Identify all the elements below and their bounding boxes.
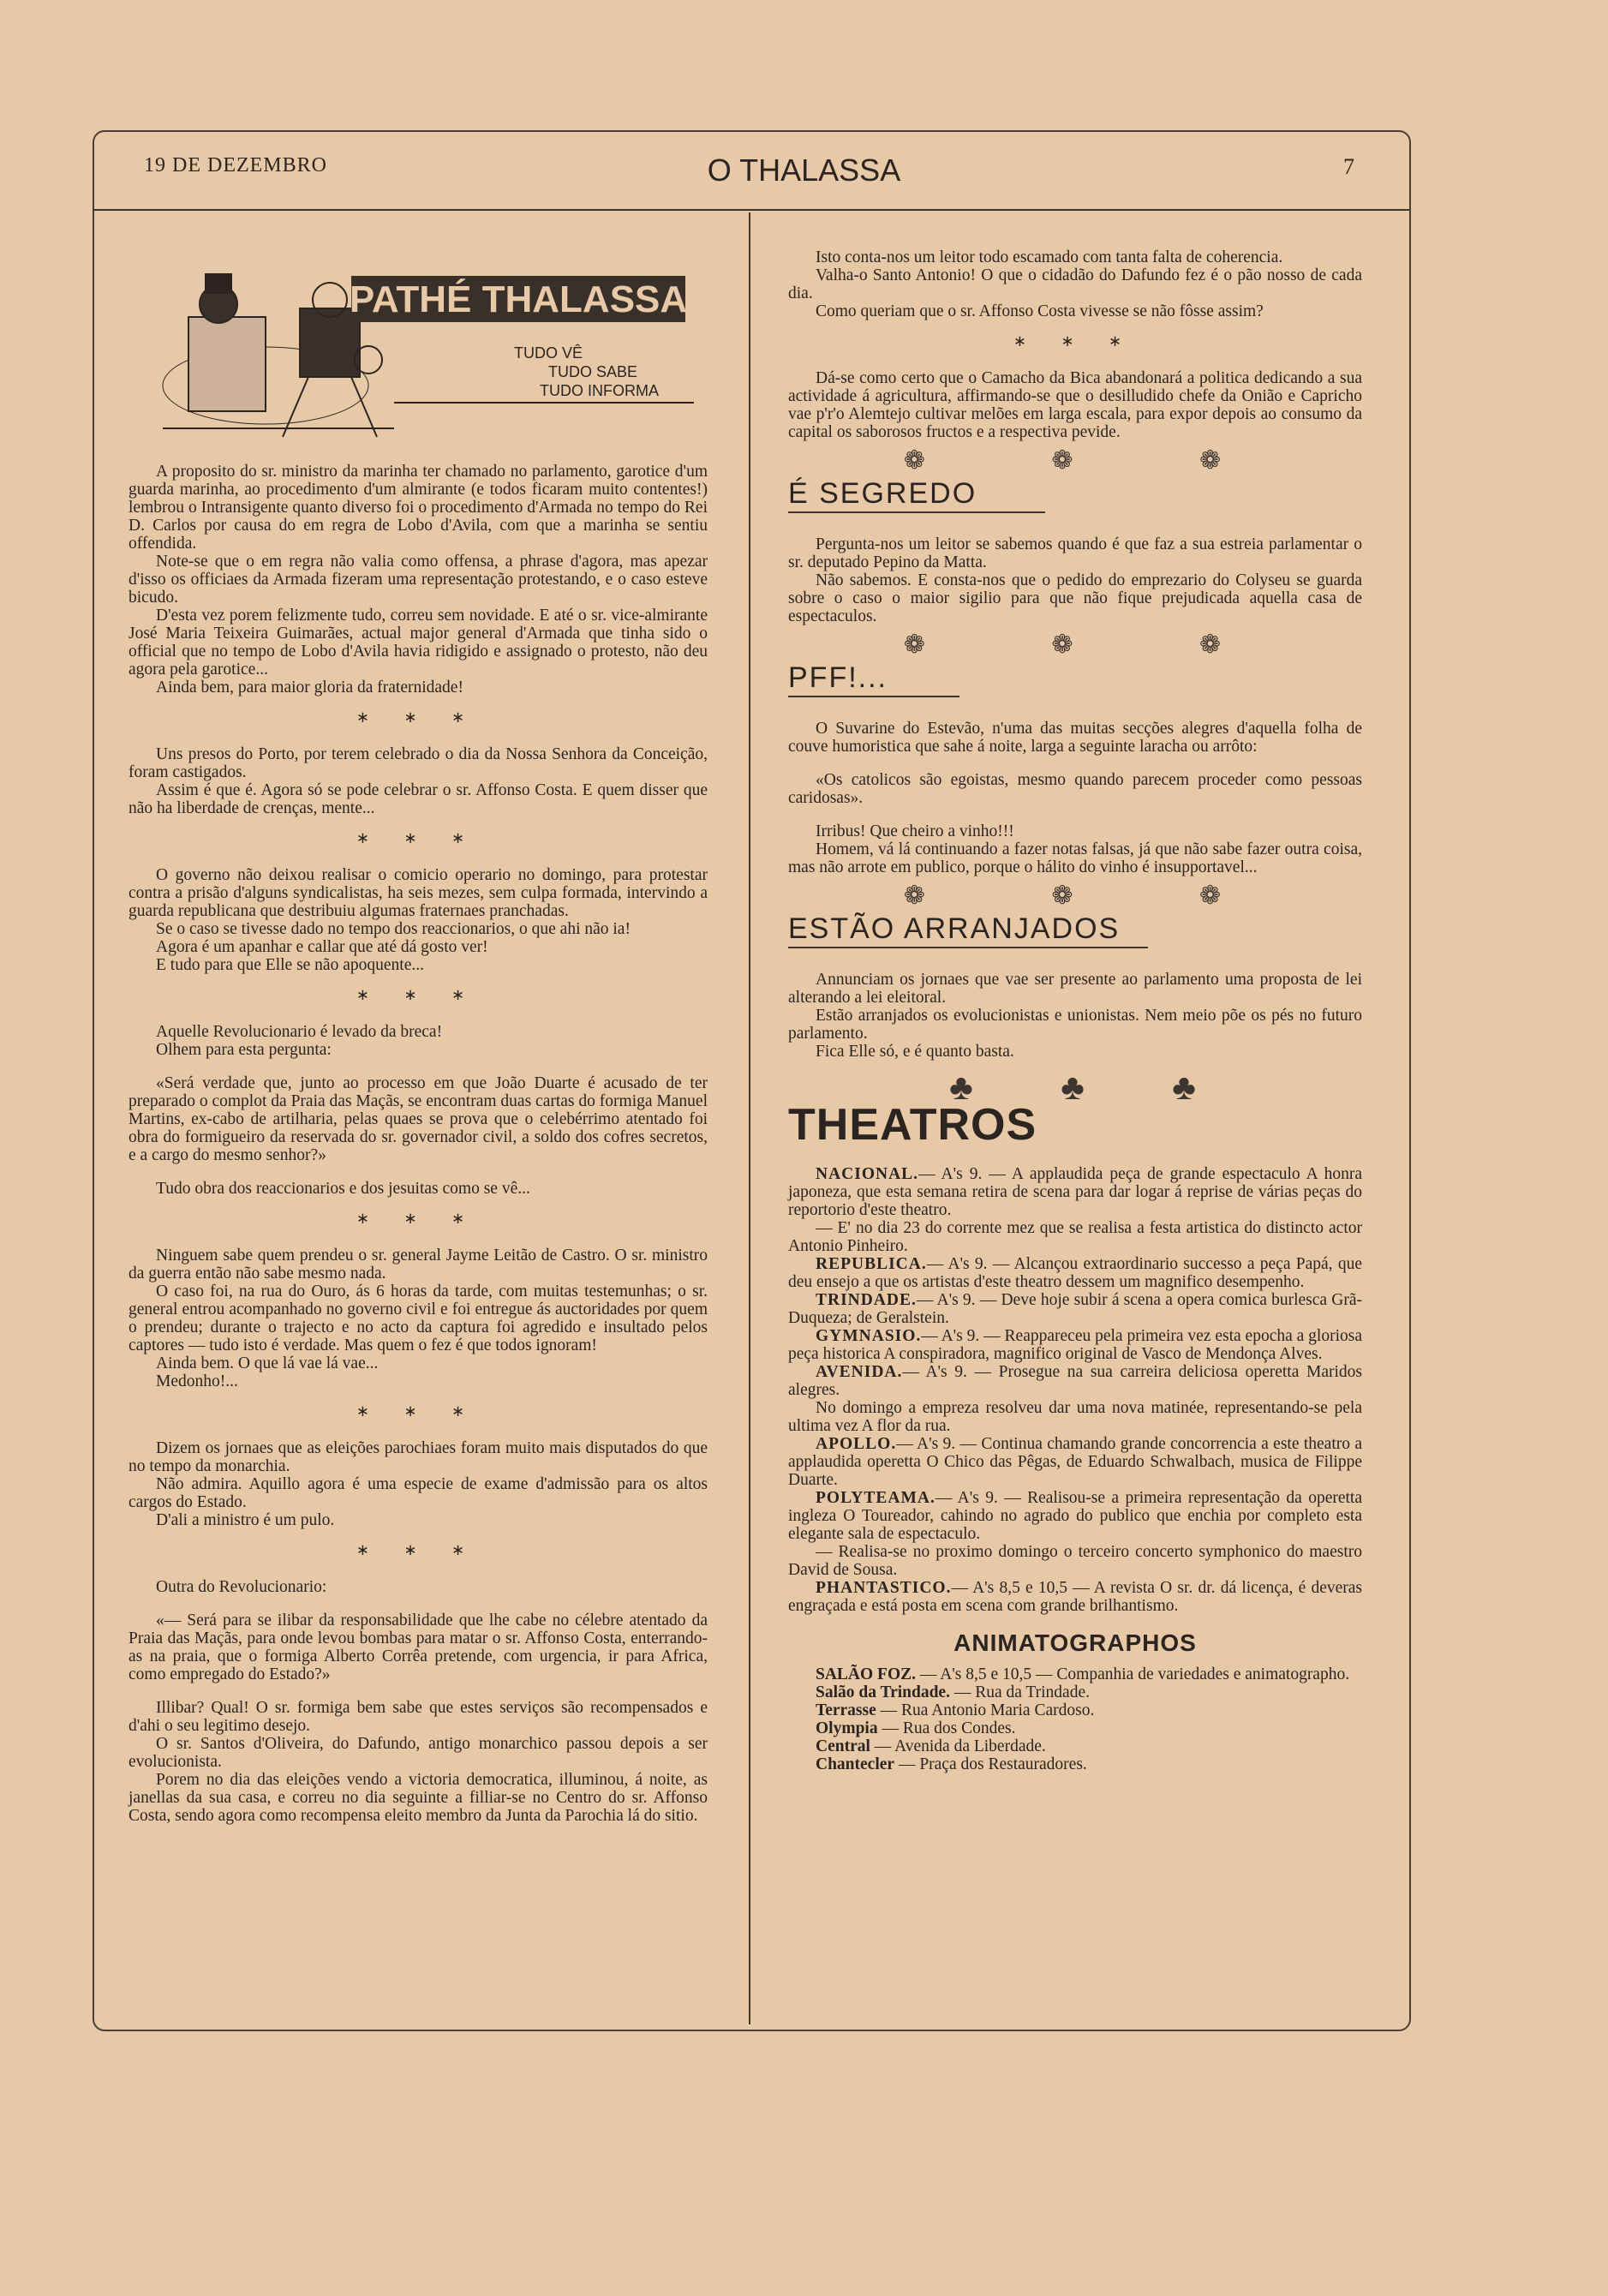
theatre-entry: NACIONAL.— A's 9. — A applaudida peça de grande espectaculo A honra japoneza, que esta semana retira de scena para dar logar á reprise de várias peças do reportorio d'este theatro. (788, 1165, 1362, 1219)
section-heading-pff: PFF!... (788, 669, 959, 697)
pathe-thalassa-banner (137, 257, 702, 445)
separator-asterisks: ∗ ∗ ∗ (1013, 332, 1138, 350)
paragraph: Aquelle Revolucionario é levado da breca! (156, 1023, 443, 1041)
theatre-entry: APOLLO.— A's 9. — Continua chamando grande concorrencia a este theatro a applaudida operetta O Chico das Pêgas, de Eduardo Schwalbach, musica de Filippe Duarte. (788, 1435, 1362, 1489)
banner-title: PATHÉ THALASSA (349, 278, 688, 320)
theatre-entry: PHANTASTICO.— A's 8,5 e 10,5 — A revista O sr. dr. dá licença, é deveras engraçada e está posta em scena com grande brilhantismo. (788, 1579, 1362, 1615)
separator-asterisks: ∗ ∗ ∗ (356, 1541, 481, 1558)
theatre-entry: No domingo a empreza resolveu dar uma nova matinée, representando-se pela ultima vez A flor da rua. (788, 1399, 1362, 1435)
paragraph: Estão arranjados os evolucionistas e unionistas. Nem meio põe os pés no futuro parlamento. (788, 1007, 1362, 1043)
paragraph: Irribus! Que cheiro a vinho!!! (816, 822, 1014, 840)
paragraph: Tudo obra dos reaccionarios e dos jesuitas como se vê... (156, 1180, 530, 1198)
cinema-name: Terrasse (816, 1701, 876, 1719)
paragraph: Pergunta-nos um leitor se sabemos quando é que faz a sua estreia parlamentar o sr. deputado Pepino da Matta. (788, 535, 1362, 571)
paragraph: Ainda bem. O que lá vae lá vae... (156, 1354, 379, 1372)
separator-asterisks: ∗ ∗ ∗ (356, 1210, 481, 1227)
theatre-name: REPUBLICA. (816, 1255, 927, 1273)
banner-line3: TUDO INFORMA (540, 382, 659, 399)
cinema-name: SALÃO FOZ. (816, 1665, 917, 1683)
banner-line1: TUDO VÊ (514, 344, 583, 362)
paragraph: Ninguem sabe quem prendeu o sr. general Jayme Leitão de Castro. O sr. ministro da guerra então não sabe mesmo nada. (129, 1247, 708, 1283)
left-column (129, 463, 708, 1825)
paragraph: Illibar? Qual! O sr. formiga bem sabe que estes serviços são recompensados e d'ahi o seu legitimo desejo. (129, 1699, 708, 1735)
paragraph: Não sabemos. E consta-nos que o pedido do emprezario do Colyseu se guarda sobre o caso o maior sigilio para que não fique prejudicada aquella casa de espectaculos. (788, 571, 1362, 625)
theatre-listings (788, 1165, 1362, 1615)
section-heading-animatographos: ANIMATOGRAPHOS (953, 1629, 1197, 1656)
paragraph: Assim é que é. Agora só se pode celebrar o sr. Affonso Costa. E quem disser que não ha liberdade de crenças, mente... (129, 781, 708, 817)
right-column (788, 248, 1362, 1773)
theatre-entry: REPUBLICA.— A's 9. — Alcançou extraordinario successo a peça Papá, que deu ensejo a que os artistas d'este theatro dessem um magnifico desempenho. (788, 1255, 1362, 1291)
paragraph: O governo não deixou realisar o comicio operario no domingo, para protestar contra a prisão d'alguns syndicalistas, ha seis mezes, sem culpa formada, intervindo a guarda republicana que destribuiu algumas fraternaes pranchadas. (129, 866, 708, 920)
theatre-entry: POLYTEAMA.— A's 9. — Realisou-se a primeira representação da operetta ingleza O Toureador, cahindo no agrado do publico que enchia por completo esta elegante sala de espectaculo. (788, 1489, 1362, 1543)
paragraph: Não admira. Aquillo agora é uma especie de exame d'admissão para os altos cargos do Estado. (129, 1475, 708, 1511)
cinema-name: Olympia (816, 1719, 878, 1737)
clubs-ornament: ♣ ♣ ♣ (949, 1068, 1235, 1108)
paragraph: Medonho!... (156, 1372, 238, 1390)
paragraph: Dizem os jornaes que as eleições parochiaes foram muito mais disputados do que no tempo da monarchia. (129, 1439, 708, 1475)
separator-asterisks: ∗ ∗ ∗ (356, 1402, 481, 1420)
banner-line2: TUDO SABE (548, 363, 638, 380)
paragraph: «Os catolicos são egoistas, mesmo quando parecem proceder como pessoas caridosas». (788, 771, 1362, 807)
section-heading-theatros: THEATROS (788, 1100, 1037, 1150)
separator-asterisks: ∗ ∗ ∗ (356, 829, 481, 846)
header-date: 19 DE DEZEMBRO (144, 154, 327, 176)
theatre-name: AVENIDA. (816, 1363, 903, 1381)
cinema-entry: Olympia — Rua dos Condes. (816, 1719, 1016, 1737)
paragraph: Isto conta-nos um leitor todo escamado com tanta falta de coherencia. (816, 248, 1283, 266)
paragraph: O Suvarine do Estevão, n'uma das muitas secções alegres d'aquella folha de couve humoristica que sahe á noite, larga a seguinte laracha ou arrôto: (788, 720, 1362, 756)
theatre-name: POLYTEAMA. (816, 1489, 936, 1507)
paragraph: Como queriam que o sr. Affonso Costa vivesse se não fôsse assim? (816, 302, 1264, 320)
cinema-name: Chantecler (816, 1755, 895, 1773)
flower-ornament: ❁ ❁ ❁ (903, 631, 1282, 659)
flower-ornament: ❁ ❁ ❁ (903, 446, 1282, 475)
paragraph: Olhem para esta pergunta: (156, 1041, 332, 1059)
cinema-listings (788, 1665, 1362, 1773)
theatre-entry: AVENIDA.— A's 9. — Prosegue na sua carreira deliciosa operetta Maridos alegres. (788, 1363, 1362, 1399)
paragraph: Dá-se como certo que o Camacho da Bica abandonará a politica dedicando a sua actividade á agricultura, affirmando-se que o desilludido chefe da Onião e Capricho vae p'r'o Alemtejo cultivar melões em larga escala, para expor depois ao consumo da capital os saborosos fructos e a respectiva pevide. (788, 369, 1362, 441)
flower-ornament: ❁ ❁ ❁ (903, 882, 1282, 910)
paragraph: Uns presos do Porto, por terem celebrado o dia da Nossa Senhora da Conceição, foram castigados. (129, 745, 708, 781)
paragraph: Note-se que o em regra não valia como offensa, a phrase d'agora, mas apezar d'isso os officiaes da Armada fizeram uma representação protestando, e o caso esteve bicudo. (129, 553, 708, 607)
paragraph: O caso foi, na rua do Ouro, ás 6 horas da tarde, com muitas testemunhas; o sr. general entrou acompanhado no governo civil e foi entregue ás auctoridades por quem o prendeu; durante o trajecto e no acto da captura foi agredido e insultado pelos captores — tudo isto é verdade. Mas quem o fez é que todos ignoram! (129, 1283, 708, 1354)
theatre-entry: — Realisa-se no proximo domingo o terceiro concerto symphonico do maestro David de Sousa. (788, 1543, 1362, 1579)
column-rule (749, 212, 750, 2024)
paragraph: Porem no dia das eleições vendo a victoria democratica, illuminou, á noite, as janellas da sua casa, e correu no dia seguinte a filliar-se no Centro do sr. Affonso Costa, sendo agora como recompensa eleito membro da Junta da Parochia lá do sitio. (129, 1771, 708, 1825)
paragraph: Annunciam os jornaes que vae ser presente ao parlamento uma proposta de lei alterando a lei eleitoral. (788, 971, 1362, 1007)
quote-paragraph: «— Será para se ilibar da responsabilidade que lhe cabe no célebre atentado da Praia das Maçãs, para onde levou bombas para matar o sr. Affonso Costa, enterrando-as na praia, que o formiga Alberto Corrêa pretende, com urgencia, ir para Africa, como empregado do Estado?» (129, 1611, 708, 1683)
header-title: O THALASSA (707, 152, 901, 188)
cinema-entry: Terrasse — Rua Antonio Maria Cardoso. (816, 1701, 1095, 1719)
theatre-name: TRINDADE. (816, 1291, 917, 1309)
paragraph: D'esta vez porem felizmente tudo, correu sem novidade. E até o sr. vice-almirante José Maria Teixeira Guimarães, actual major general d'Armada que tinha sido o official que no tempo de Lobo d'Avila havia ridigido e assignado o protesto, não deu agora pela garotice... (129, 607, 708, 679)
theatre-entry: — E' no dia 23 do corrente mez que se realisa a festa artistica do distincto actor Antonio Pinheiro. (788, 1219, 1362, 1255)
section-heading-e-segredo: É SEGREDO (788, 485, 1045, 513)
paragraph: Se o caso se tivesse dado no tempo dos reaccionarios, o que ahi não ia! (156, 920, 631, 938)
theatre-entry: GYMNASIO.— A's 9. — Reappareceu pela primeira vez esta epocha a gloriosa peça historica A conspiradora, magnifico original de Vasco de Mendonça Alves. (788, 1327, 1362, 1363)
cinema-entry: Chantecler — Praça dos Restauradores. (816, 1755, 1087, 1773)
separator-asterisks: ∗ ∗ ∗ (356, 709, 481, 726)
header-page-number: 7 (1343, 154, 1354, 179)
paragraph: A proposito do sr. ministro da marinha ter chamado no parlamento, garotice d'um guarda marinha, ao procedimento d'um almirante (e todos ficaram muito contentes!) lembrou o Intransigente quanto diverso foi o procedimento d'Armada no tempo do Rei D. Carlos por causa do em regra de Lobo d'Avila, com que a marinha se sentiu offendida. (129, 463, 708, 553)
cinema-entry: SALÃO FOZ. — A's 8,5 e 10,5 — Companhia de variedades e animatographo. (816, 1665, 1350, 1683)
paragraph: Agora é um apanhar e callar que até dá gosto ver! (156, 938, 488, 956)
theatre-name: APOLLO. (816, 1435, 897, 1453)
section-heading-estao-arranjados: ESTÃO ARRANJADOS (788, 920, 1148, 948)
paragraph: O sr. Santos d'Oliveira, do Dafundo, antigo monarchico passou depois a ser evolucionista. (129, 1735, 708, 1771)
quote-paragraph: «Será verdade que, junto ao processo em que João Duarte é acusado de ter preparado o complot da Praia das Maçãs, se encontram duas cartas do formiga Manuel Martins, ex-cabo de artilharia, pelas quaes se prova que o celebérrimo atentado foi obra do formigueiro da reservada do sr. governador civil, a soldo dos cofres secretos, e a cargo do mesmo senhor?» (129, 1074, 708, 1164)
cinema-name: Salão da Trindade. (816, 1683, 950, 1701)
paragraph: Homem, vá lá continuando a fazer notas falsas, já que não sabe fazer outra coisa, mas não arrote em publico, porque o hálito do vinho é insupportavel... (788, 840, 1362, 876)
paragraph: D'ali a ministro é um pulo. (156, 1511, 335, 1529)
paragraph: Outra do Revolucionario: (156, 1578, 327, 1596)
cinema-entry: Central — Avenida da Liberdade. (816, 1737, 1046, 1755)
theatre-name: NACIONAL. (816, 1165, 919, 1183)
paragraph: E tudo para que Elle se não apoquente... (156, 956, 424, 974)
theatre-entry: TRINDADE.— A's 9. — Deve hoje subir á scena a opera comica burlesca Grã-Duqueza; de Geralstein. (788, 1291, 1362, 1327)
header-rule (93, 209, 1409, 211)
cinema-name: Central (816, 1737, 870, 1755)
paragraph: Ainda bem, para maior gloria da fraternidade! (156, 679, 463, 697)
cinema-entry: Salão da Trindade. — Rua da Trindade. (816, 1683, 1090, 1701)
separator-asterisks: ∗ ∗ ∗ (356, 986, 481, 1003)
theatre-name: PHANTASTICO. (816, 1579, 952, 1597)
theatre-name: GYMNASIO. (816, 1327, 922, 1345)
paragraph: Fica Elle só, e é quanto basta. (816, 1043, 1014, 1061)
paragraph: Valha-o Santo Antonio! O que o cidadão do Dafundo fez é o pão nosso de cada dia. (788, 266, 1362, 302)
